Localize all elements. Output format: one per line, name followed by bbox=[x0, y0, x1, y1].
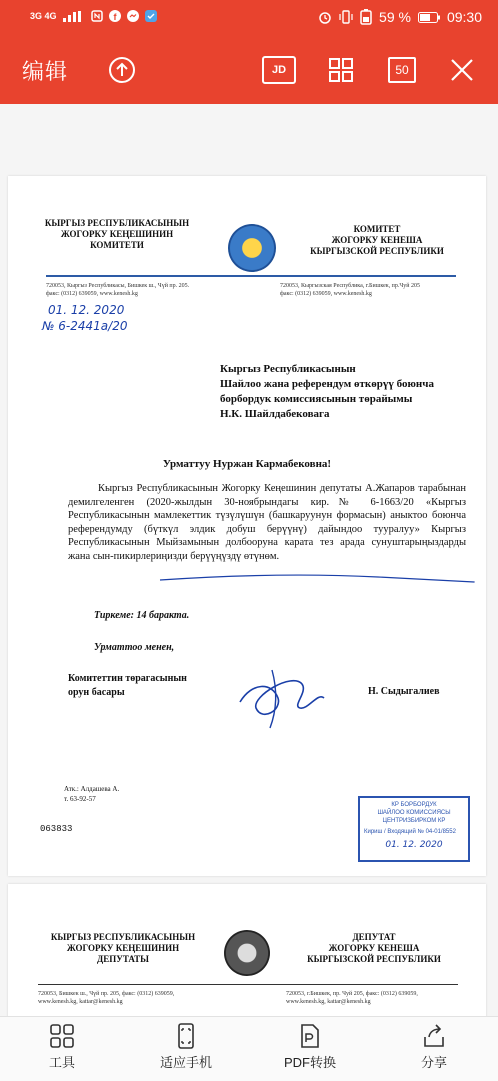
attachment-note: Тиркеме: 14 баракта. bbox=[94, 610, 190, 621]
signer-name: Н. Сыдыгалиев bbox=[368, 686, 440, 697]
document-viewer[interactable] bbox=[0, 104, 498, 1016]
handwritten-underline bbox=[158, 568, 478, 588]
pdf-convert-button[interactable] bbox=[248, 1023, 372, 1071]
vibrate-icon bbox=[339, 10, 353, 24]
org-name-right-2: ДЕПУТАТ ЖОГОРКУ КЕНЕША КЫРГЫЗСКОЙ РЕСПУБЛИКИ bbox=[307, 932, 441, 964]
stamp-line-2: ШАЙЛОО КОМИССИЯСЫ bbox=[377, 810, 451, 816]
tools-button[interactable] bbox=[0, 1023, 124, 1071]
upload-button[interactable] bbox=[104, 52, 140, 88]
tools-icon bbox=[49, 1023, 75, 1049]
share-icon bbox=[421, 1023, 447, 1049]
recipient-block: Кыргыз Республикасынын Шайлоо жана референдум өткөрүү боюнча борбордук комиссиясынын төрайымы Н.К. Шайлдабековага bbox=[220, 363, 434, 420]
address-left-2: 720053, Бишкек ш., Чүй пр. 205, факс: (0312) 639059, www.kenesh.kg, kattar@kenesh.kg bbox=[38, 991, 175, 1005]
handwritten-date: 01. 12. 2020 bbox=[48, 303, 125, 317]
document-page-2 bbox=[8, 884, 486, 1016]
fit-phone-button[interactable] bbox=[124, 1023, 248, 1071]
signer-title: Комитеттин төрагасынын орун басары bbox=[68, 673, 187, 698]
page-count-icon bbox=[388, 57, 416, 83]
status-right bbox=[318, 9, 482, 25]
registration-stamp bbox=[358, 796, 470, 862]
handwritten-number: № 6-2441а/20 bbox=[42, 319, 128, 333]
tools-label: 工具 bbox=[48, 1055, 75, 1070]
regards: Урматтоо менен, bbox=[94, 642, 175, 653]
battery-bar-icon bbox=[418, 12, 440, 23]
battery-percent: 59 % bbox=[379, 9, 411, 25]
jd-button[interactable] bbox=[262, 52, 296, 88]
pdf-convert-label: PDF转换 bbox=[283, 1055, 336, 1070]
jd-label: JD bbox=[271, 64, 287, 76]
close-icon bbox=[449, 57, 475, 83]
stamp-date: 01. 12. 2020 bbox=[385, 840, 443, 850]
stamp-line-3: ЦЕНТРИЗБИРКОМ КР bbox=[382, 818, 446, 824]
address-right: 720053, Кыргызская Республика, г.Бишкек, пр.Чуй 205 факс: (0312) 639059, www.kenesh.kg bbox=[280, 283, 420, 297]
stamp-incoming: Кириш / Входящий № 04-01/8552 bbox=[364, 829, 456, 835]
network-indicator: 3G 4G bbox=[30, 11, 57, 21]
pdf-convert-icon bbox=[297, 1023, 323, 1049]
page-count: 50 bbox=[395, 63, 409, 77]
messenger-icon bbox=[127, 10, 139, 22]
page-count-button[interactable] bbox=[386, 52, 418, 88]
upload-icon bbox=[108, 56, 136, 84]
address-right-2: 720053, г.Бишкек, пр. Чуй 205, факс: (0312) 639059, www.kenesh.kg, kattar@kenesh.kg bbox=[286, 991, 418, 1005]
share-label: 分享 bbox=[420, 1055, 447, 1070]
nfc-icon bbox=[91, 10, 103, 22]
clock: 09:30 bbox=[446, 9, 482, 25]
org-name-left-2: КЫРГЫЗ РЕСПУБЛИКАСЫНЫН ЖОГОРКУ КЕҢЕШИНИН ДЕПУТАТЫ bbox=[50, 932, 196, 964]
grid-view-button[interactable] bbox=[324, 52, 358, 88]
status-bar bbox=[0, 0, 498, 34]
jd-icon bbox=[262, 56, 296, 84]
executor-info: Атк.: Алдашева А. т. 63-92-57 bbox=[64, 785, 120, 803]
signature bbox=[232, 662, 332, 732]
document-code: 063833 bbox=[40, 824, 73, 834]
greeting: Урматтуу Нуржан Кармабековна! bbox=[162, 458, 332, 470]
app-header bbox=[0, 0, 498, 104]
grid-icon bbox=[328, 57, 354, 83]
stamp-line-1: КР БОРБОРДУК bbox=[391, 802, 437, 808]
state-emblem bbox=[228, 224, 276, 272]
header-rule bbox=[46, 275, 456, 277]
close-button[interactable] bbox=[446, 52, 478, 88]
org-name-left: КЫРГЫЗ РЕСПУБЛИКАСЫНЫН ЖОГОРКУ КЕҢЕШИНИН КОМИТЕТИ bbox=[44, 218, 190, 250]
alarm-icon bbox=[318, 10, 332, 24]
edit-title[interactable]: 编辑 bbox=[22, 58, 69, 84]
letter-body: Кыргыз Республикасынын Жогорку Кеңешинин депутаты А.Жапаров тарабынан демилгеленген (2020-жылдын 30-ноябрындагы кир.№ 6-1663/20 «Кыргыз Республикасынын мамлекеттик түзүлүшүн (башкаруунун формасын) аныктоо боюнча референдумду (бүткүл элдик добуш берүүнү) дайындоо тууралуу» Кыргыз Республикасынын Мыйзамынын долбооруна карата тез арада сунуштарыңыздарды жана сын-пикирлериңизди берүүңүздү өтүнөм. bbox=[68, 483, 466, 562]
org-name-right: КОМИТЕТ ЖОГОРКУ КЕНЕША КЫРГЫЗСКОЙ РЕСПУБЛИКИ bbox=[310, 224, 444, 256]
fit-screen-icon bbox=[173, 1023, 199, 1049]
status-left bbox=[30, 10, 157, 22]
signal-icon bbox=[63, 11, 85, 22]
header-rule-2 bbox=[38, 984, 458, 985]
share-button[interactable] bbox=[372, 1023, 496, 1071]
fit-phone-label: 适应手机 bbox=[159, 1055, 212, 1070]
battery-icon bbox=[360, 9, 372, 25]
state-emblem-2 bbox=[224, 930, 270, 976]
address-left: 720053, Кыргыз Республикасы, Бишкек ш., Чүй пр. 205. факс: (0312) 639059, www.kenesh.kg bbox=[46, 283, 190, 297]
facebook-icon bbox=[109, 10, 121, 22]
svg-text:f: f bbox=[113, 12, 117, 22]
document-page-1 bbox=[8, 176, 486, 876]
app-notification-icon bbox=[145, 10, 157, 22]
bottom-toolbar bbox=[0, 1016, 498, 1081]
